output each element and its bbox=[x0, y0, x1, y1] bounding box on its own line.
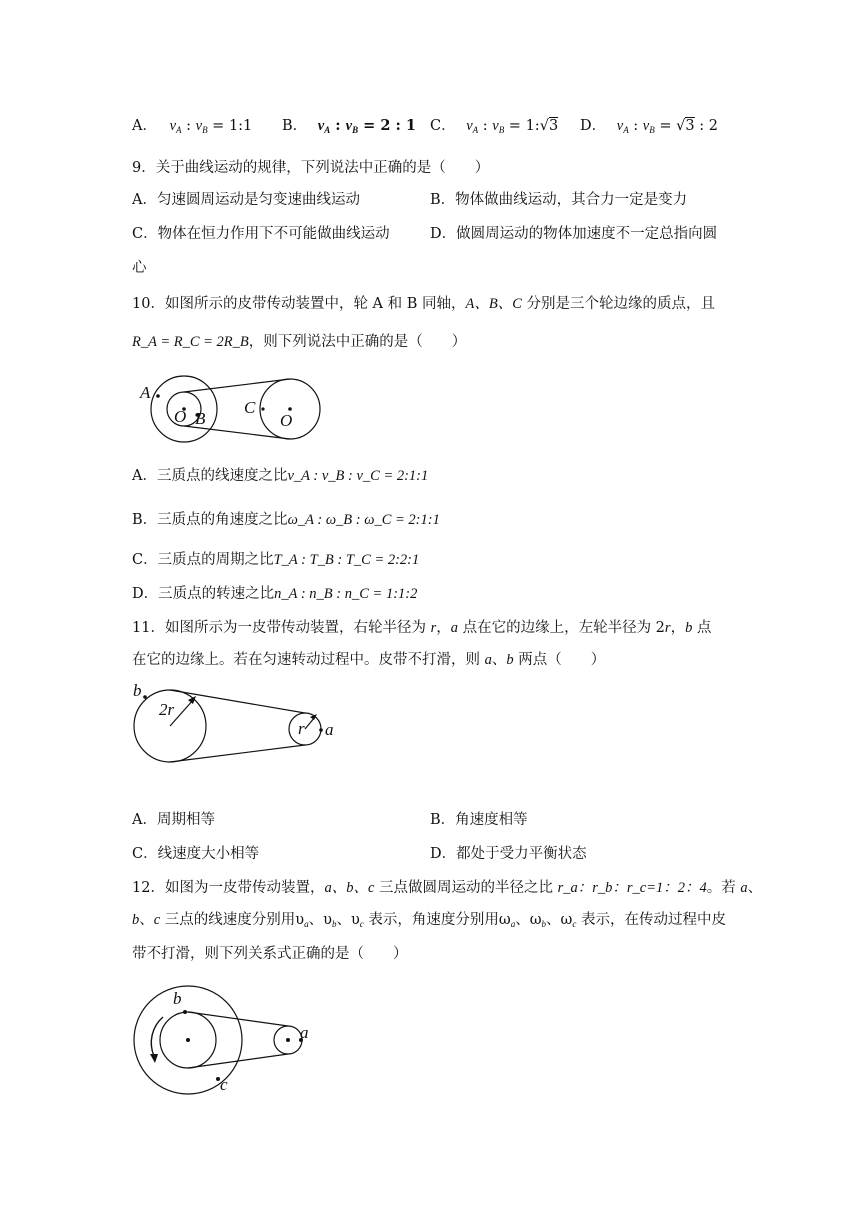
q10-option-d: D．三质点的转速之比n_A : n_B : n_C = 1:1:2 bbox=[132, 586, 418, 602]
label-c: C bbox=[244, 398, 256, 417]
label-b: b bbox=[133, 682, 142, 700]
label-a: A bbox=[140, 383, 151, 402]
belt-bottom bbox=[188, 1054, 288, 1068]
q8-option-c: C． $v_A$ : $v_B$ = 1:√3 bbox=[430, 118, 559, 135]
q11-option-b: B．角速度相等 bbox=[430, 812, 528, 828]
rotation-arrow bbox=[151, 1017, 163, 1056]
point-b bbox=[143, 695, 147, 699]
label-a: a bbox=[300, 1023, 309, 1042]
label-o1: O bbox=[174, 407, 187, 426]
label-a: a bbox=[325, 720, 334, 739]
q10-stem-line2: R_A = R_C = 2R_B，则下列说法中正确的是（ ） bbox=[132, 334, 467, 350]
q9-option-d: D．做圆周运动的物体加速度不一定总指向圆 bbox=[430, 226, 718, 242]
q10-stem-line1: 10．如图所示的皮带传动装置中，轮 A 和 B 同轴，A、B、C 分别是三个轮边缘的质点，且 bbox=[132, 296, 716, 312]
q12-stem-line2: b、c 三点的线速度分别用$\upsilon_a$、$\upsilon_b$、$\upsilon_c$ 表示，角速度分别用$\omega_a$、$\omega_b$、$\omega_c$ 表示，在传动过程中皮 bbox=[132, 912, 726, 929]
q8-option-a: A． $v_A$ : $v_B$ = 1:1 bbox=[132, 118, 253, 135]
label-r: r bbox=[298, 719, 305, 738]
q11-figure bbox=[128, 682, 348, 768]
q9-option-c: C．物体在恒力作用下不可能做曲线运动 bbox=[132, 226, 390, 242]
q11-stem-line1: 11．如图所示为一皮带传动装置，右轮半径为 r，a 点在它的边缘上，左轮半径为 2r，b 点 bbox=[132, 620, 712, 636]
label-o2: O bbox=[280, 411, 293, 430]
q10-option-c: C．三质点的周期之比T_A : T_B : T_C = 2:2:1 bbox=[132, 552, 420, 568]
q10-option-b: B．三质点的角速度之比ω_A : ω_B : ω_C = 2:1:1 bbox=[132, 512, 440, 528]
q8-option-b: B． $v_A$ : $v_B = 2$ : 1 bbox=[282, 117, 416, 135]
belt-bottom bbox=[170, 745, 305, 762]
belt-top bbox=[184, 379, 290, 392]
point-b bbox=[183, 1010, 187, 1014]
q10-figure bbox=[134, 372, 334, 444]
belt-top bbox=[188, 1012, 288, 1026]
q10-option-a: A．三质点的线速度之比v_A : v_B : v_C = 2:1:1 bbox=[132, 468, 429, 484]
q11-stem-line2: 在它的边缘上。若在匀速转动过程中。皮带不打滑，则 a、b 两点（ ） bbox=[132, 652, 606, 668]
q12-stem-line1: 12．如图为一皮带传动装置，a、b、c 三点做圆周运动的半径之比 r_a：r_b：r_c=1：2：4。若 a、 bbox=[132, 880, 763, 896]
q12-stem-line3: 带不打滑，则下列关系式正确的是（ ） bbox=[132, 946, 408, 962]
q11-option-c: C．线速度大小相等 bbox=[132, 846, 260, 862]
q9-option-a: A．匀速圆周运动是匀变速曲线运动 bbox=[132, 192, 360, 208]
point-a bbox=[319, 728, 323, 732]
q12-figure bbox=[128, 984, 328, 1096]
q9-stem: 9．关于曲线运动的规律，下列说法中正确的是（ ） bbox=[132, 160, 490, 176]
label-2r: 2r bbox=[159, 700, 175, 719]
q8-option-d: D． $v_A$ : $v_B = √3$ : 2 bbox=[580, 118, 718, 135]
q9-option-b: B．物体做曲线运动，其合力一定是变力 bbox=[430, 192, 688, 208]
label-b: b bbox=[173, 989, 182, 1008]
q10-condition: R_A = R_C = 2R_B bbox=[132, 334, 249, 350]
q9-option-d-continued: 心 bbox=[132, 260, 147, 276]
q11-option-d: D．都处于受力平衡状态 bbox=[430, 846, 587, 862]
label-b: B bbox=[195, 409, 206, 428]
label-c: c bbox=[220, 1075, 228, 1094]
q11-option-a: A．周期相等 bbox=[132, 812, 215, 828]
